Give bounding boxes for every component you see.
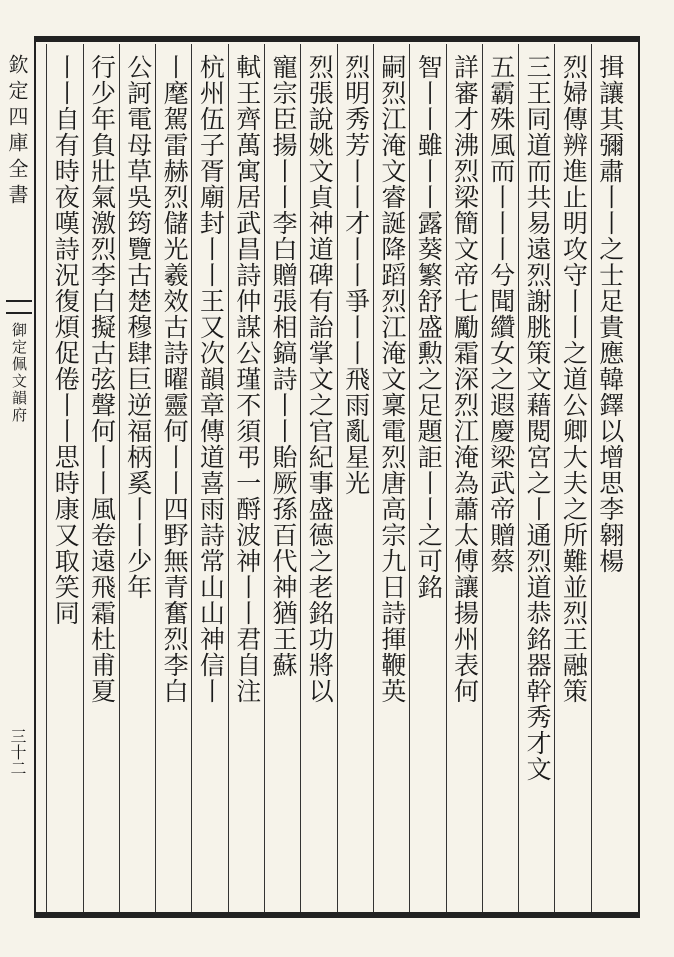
text-column: 五霸殊風而丨丨丨兮聞纘女之遐慶梁武帝贈蔡 xyxy=(486,54,516,574)
text-column: 公訶電母草吳筠覽古楚穆肆巨逆福柄奚丨丨少年 xyxy=(123,54,153,600)
text-column: 杭州伍子胥廟封丨丨王又次韻章傳道喜雨詩常山山神信丨 xyxy=(196,54,226,704)
text-column: 寵宗臣揚丨丨李白贈張相鎬詩丨丨貽厥孫百代神猶王蘇 xyxy=(269,54,298,678)
margin-page-number: 三十二 xyxy=(8,728,27,776)
text-column: 行少年負壯氣激烈李白擬古弦聲何丨丨風卷遠飛霜杜甫夏 xyxy=(87,54,117,704)
text-column: 智丨丨雖丨丨露葵繁舒盛勲之足題詎丨丨之可銘 xyxy=(414,54,444,600)
text-column: 丨麾駕雷赫烈儲光羲效古詩曜靈何丨丨四野無青奮烈李白 xyxy=(160,54,190,704)
text-column: 三王同道而共易遠烈謝朓策文藉閱宮之丨通烈道恭銘器幹秀才文 xyxy=(523,54,553,782)
text-column: 烈張說姚文貞神道碑有詒掌文之官紀事盛德之老銘功將以 xyxy=(305,54,335,704)
frame-bottom-rule xyxy=(34,912,640,918)
text-column: 軾王齊萬寓居武昌詩仲謀公瑾不須弔一酹波神丨丨君自注 xyxy=(232,54,262,704)
margin-book-title: 欽定四庫全書 xyxy=(5,54,29,210)
text-column: 烈明秀芳丨丨才丨丨爭丨丨飛雨亂星光 xyxy=(341,54,371,496)
text-column: 揖讓其彌肅丨丨之士足貴應韓鐸以增思李翱楊 xyxy=(595,54,625,574)
text-column: 詳審才沸烈梁簡文帝七勵霜深烈江淹為蕭太傅讓揚州表何 xyxy=(450,54,480,704)
fishtail-mark xyxy=(6,300,32,314)
margin-section-title: 御定佩文韻府 xyxy=(10,322,28,424)
text-column: 嗣烈江淹文睿誕降蹈烈江淹文稟電烈唐高宗九日詩揮鞭英 xyxy=(377,54,407,704)
column-divider xyxy=(46,44,47,912)
text-column: 丨丨自有時夜嘆詩況復煩促倦丨丨思時康又取笑同 xyxy=(51,54,81,626)
text-column: 烈婦傳辨進止明攻守丨丨之道公卿大夫之所難並烈王融策 xyxy=(559,54,589,704)
